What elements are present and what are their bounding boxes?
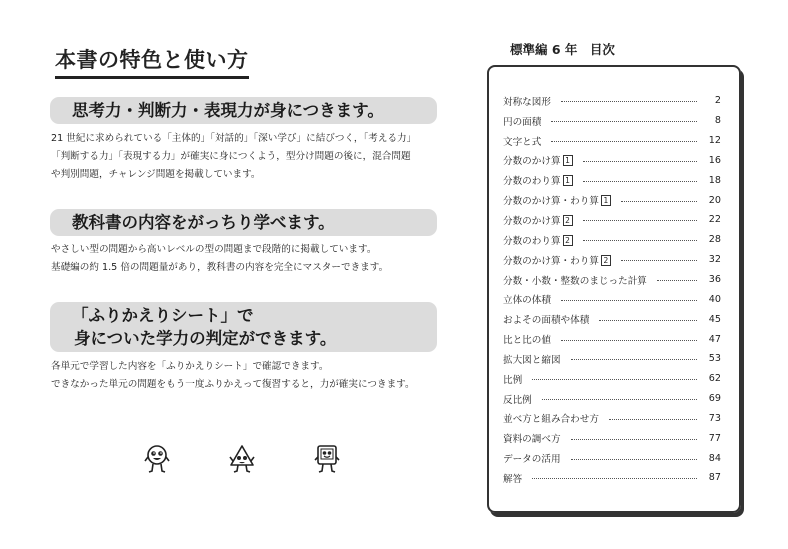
toc-item[interactable]	[503, 111, 721, 131]
toc-item-number-badge: 1	[601, 195, 611, 206]
section-body-textbook	[51, 241, 451, 277]
toc-item[interactable]	[503, 210, 721, 230]
toc-list	[503, 91, 721, 488]
toc-item-label	[503, 193, 611, 207]
toc-item[interactable]	[503, 190, 721, 210]
toc-item[interactable]	[503, 289, 721, 309]
triangle-mascot-icon	[229, 443, 255, 475]
round-mascot-icon	[144, 443, 170, 475]
toc-item-label	[503, 431, 561, 445]
toc-dot-leader	[657, 280, 697, 281]
toc-dot-leader	[609, 419, 697, 420]
heading-line: 身についた学力の判定ができます。	[74, 329, 337, 348]
toc-item-page: 20	[708, 194, 721, 206]
toc-item-text: 分数のわり算	[503, 235, 561, 247]
heading-line: 「ふりかえりシート」で	[72, 306, 254, 325]
body-line: 基礎編の約 1.5 倍の問題量があり，教科書の内容を完全にマスターできます。	[51, 262, 389, 273]
toc-item-text: 資料の調べ方	[503, 434, 561, 446]
toc-item-text: 分数のかけ算・わり算	[503, 196, 599, 208]
toc-item-page: 73	[708, 412, 721, 424]
toc-item[interactable]	[503, 329, 721, 349]
toc-dot-leader	[571, 359, 697, 360]
toc-dot-leader	[583, 181, 697, 182]
toc-item-label	[503, 213, 573, 227]
toc-item-label	[503, 451, 561, 465]
toc-item-label	[503, 392, 532, 406]
toc-item[interactable]	[503, 309, 721, 329]
toc-item-text: 拡大図と縮図	[503, 354, 561, 366]
toc-item-page: 18	[708, 174, 721, 186]
page-title: 本書の特色と使い方	[55, 44, 249, 79]
toc-item-page: 8	[714, 115, 721, 127]
toc-item-text: 反比例	[503, 394, 532, 406]
toc-item-page: 47	[708, 333, 721, 345]
toc-item-label	[503, 153, 573, 167]
toc-item-label	[503, 471, 522, 485]
toc-item-label	[503, 134, 541, 148]
toc-item-label	[503, 411, 599, 425]
toc-item[interactable]	[503, 151, 721, 171]
toc-item-text: 分数のかけ算	[503, 156, 561, 168]
toc-item-text: 比と比の値	[503, 335, 551, 347]
toc-dot-leader	[583, 161, 697, 162]
toc-item[interactable]	[503, 369, 721, 389]
toc-item-page: 28	[708, 234, 721, 246]
toc-item[interactable]	[503, 91, 721, 111]
section-heading-review-sheet	[50, 302, 437, 352]
section-heading-thinking: 思考力・判断力・表現力が身につきます。	[50, 97, 437, 124]
toc-item-label	[503, 312, 589, 326]
toc-item-label	[503, 273, 647, 287]
toc-item-page: 40	[708, 293, 721, 305]
toc-dot-leader	[561, 300, 697, 301]
toc-item-number-badge: 1	[563, 175, 573, 186]
toc-item[interactable]	[503, 468, 721, 488]
toc-item-text: およその面積や体積	[503, 315, 590, 327]
toc-item-text: 円の面積	[503, 116, 542, 128]
toc-dot-leader	[551, 141, 697, 142]
toc-dot-leader	[571, 459, 697, 460]
toc-item[interactable]	[503, 389, 721, 409]
toc-item-text: 分数のかけ算	[503, 215, 561, 227]
toc-item-page: 12	[708, 135, 721, 147]
body-line: できなかった単元の問題をもう一度ふりかえって復習すると，力が確実につきます。	[51, 379, 415, 390]
toc-dot-leader	[542, 399, 697, 400]
toc-title: 標準編 6 年 目次	[510, 42, 615, 57]
toc-dot-leader	[561, 340, 697, 341]
square-mascot-icon	[314, 443, 340, 475]
toc-item[interactable]	[503, 131, 721, 151]
toc-dot-leader	[621, 260, 697, 261]
section-body-review-sheet	[51, 358, 451, 394]
toc-item-page: 69	[708, 393, 721, 405]
toc-item-label	[503, 292, 551, 306]
toc-dot-leader	[551, 121, 697, 122]
section-body-thinking	[51, 130, 451, 184]
toc-item[interactable]	[503, 170, 721, 190]
toc-item[interactable]	[503, 270, 721, 290]
toc-item-page: 53	[708, 353, 721, 365]
toc-item-number-badge: 1	[563, 155, 573, 166]
toc-dot-leader	[599, 320, 697, 321]
body-line: や判別問題，チャレンジ問題を掲載しています。	[51, 169, 261, 180]
toc-item-number-badge: 2	[563, 215, 573, 226]
toc-item-text: 分数のわり算	[503, 176, 561, 188]
toc-item[interactable]	[503, 349, 721, 369]
toc-dot-leader	[532, 379, 697, 380]
toc-item-label	[503, 332, 551, 346]
toc-item[interactable]	[503, 250, 721, 270]
toc-item-page: 2	[714, 95, 721, 107]
toc-dot-leader	[621, 201, 697, 202]
toc-item-page: 62	[708, 373, 721, 385]
toc-dot-leader	[583, 220, 697, 221]
body-line: 21 世紀に求められている「主体的」「対話的」「深い学び」に結びつく，「考える力」	[51, 133, 417, 144]
toc-item[interactable]	[503, 428, 721, 448]
toc-dot-leader	[571, 439, 697, 440]
toc-item[interactable]	[503, 230, 721, 250]
toc-item-label	[503, 173, 573, 187]
toc-item-text: 比例	[503, 374, 523, 386]
toc-item-text: 文字と式	[503, 136, 542, 148]
toc-item-page: 32	[708, 254, 721, 266]
toc-item[interactable]	[503, 409, 721, 429]
toc-item-text: 解答	[503, 473, 523, 485]
toc-item-text: 分数・小数・整数のまじった計算	[503, 275, 647, 287]
toc-item-number-badge: 2	[601, 255, 611, 266]
body-line: 「判断する力」「表現する力」が確実に身につくよう，型分け問題の後に，混合問題	[51, 151, 411, 162]
section-heading-textbook: 教科書の内容をがっちり学べます。	[50, 209, 437, 236]
toc-item-label	[503, 372, 522, 386]
toc-item-text: 対称な図形	[503, 96, 551, 108]
toc-item-label	[503, 114, 541, 128]
toc-item-number-badge: 2	[563, 235, 573, 246]
toc-item-page: 84	[708, 452, 721, 464]
toc-item-page: 77	[708, 432, 721, 444]
toc-item-label	[503, 253, 611, 267]
toc-item-page: 45	[708, 313, 721, 325]
toc-item-page: 16	[708, 154, 721, 166]
toc-item-page: 87	[708, 472, 721, 484]
toc-item-text: 並べ方と組み合わせ方	[503, 414, 599, 426]
mascot-row	[0, 443, 460, 479]
toc-item-text: 立体の体積	[503, 295, 551, 307]
toc-item-label	[503, 233, 573, 247]
body-line: やさしい型の問題から高いレベルの型の問題まで段階的に掲載しています。	[51, 244, 377, 255]
toc-dot-leader	[583, 240, 697, 241]
toc-dot-leader	[561, 101, 697, 102]
toc-item-page: 22	[708, 214, 721, 226]
toc-dot-leader	[532, 478, 697, 479]
toc-item-text: 分数のかけ算・わり算	[503, 255, 599, 267]
toc-item[interactable]	[503, 448, 721, 468]
body-line: 各単元で学習した内容を「ふりかえりシート」で確認できます。	[51, 361, 329, 372]
toc-item-text: データの活用	[503, 454, 561, 466]
toc-item-label	[503, 352, 561, 366]
toc-item-label	[503, 94, 551, 108]
toc-item-page: 36	[708, 274, 721, 286]
